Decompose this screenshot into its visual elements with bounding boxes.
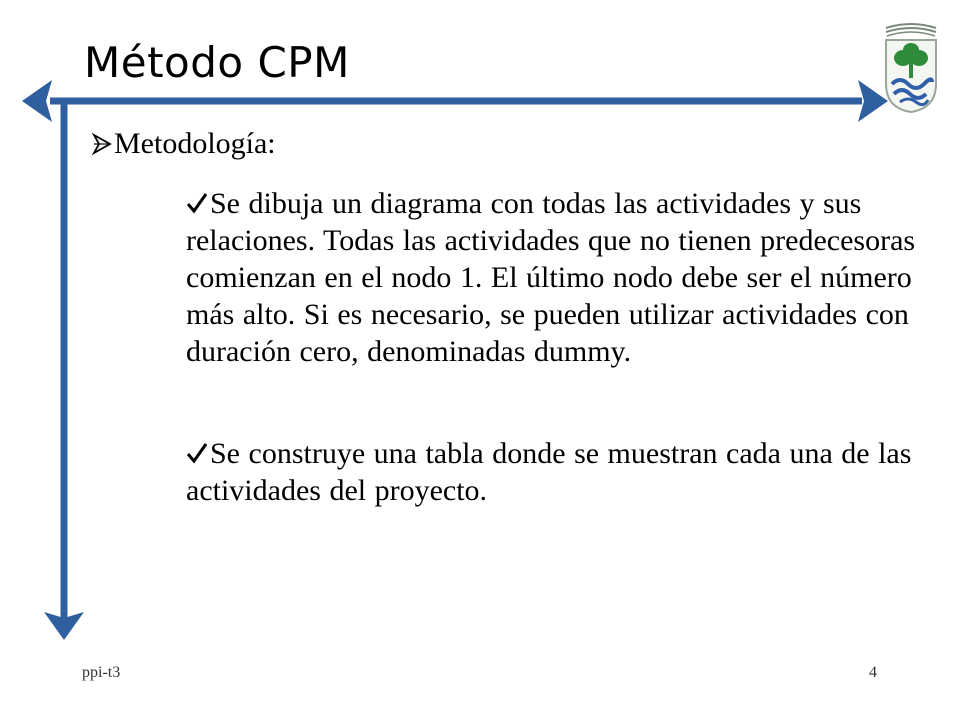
checkmark-icon [186,192,208,214]
page-number: 4 [869,664,877,681]
left-arrowhead [22,80,52,122]
sub-bullet-1 [186,185,926,370]
checkmark-icon [186,442,208,464]
arrow-bullet-icon [92,133,112,155]
slide-title: Método CPM [84,38,350,87]
sub-bullet-1-text: Se dibuja un diagrama con todas las actividades y sus relaciones. Todas las actividades que no tienen predecesoras comienzan en el nodo 1. El último nodo debe ser el número más alto. Si es necesario, se pueden utilizar actividades con duración cero, denominadas dummy. [186,187,916,368]
institution-crest-icon [878,22,944,114]
sub-bullet-2-text: Se construye una tabla donde se muestran cada una de las actividades del proyecto. [186,437,912,507]
main-bullet [92,124,276,164]
main-bullet-text: Metodología: [114,127,276,160]
footer-label: ppi-t3 [82,664,121,681]
sub-bullet-2 [186,435,926,509]
